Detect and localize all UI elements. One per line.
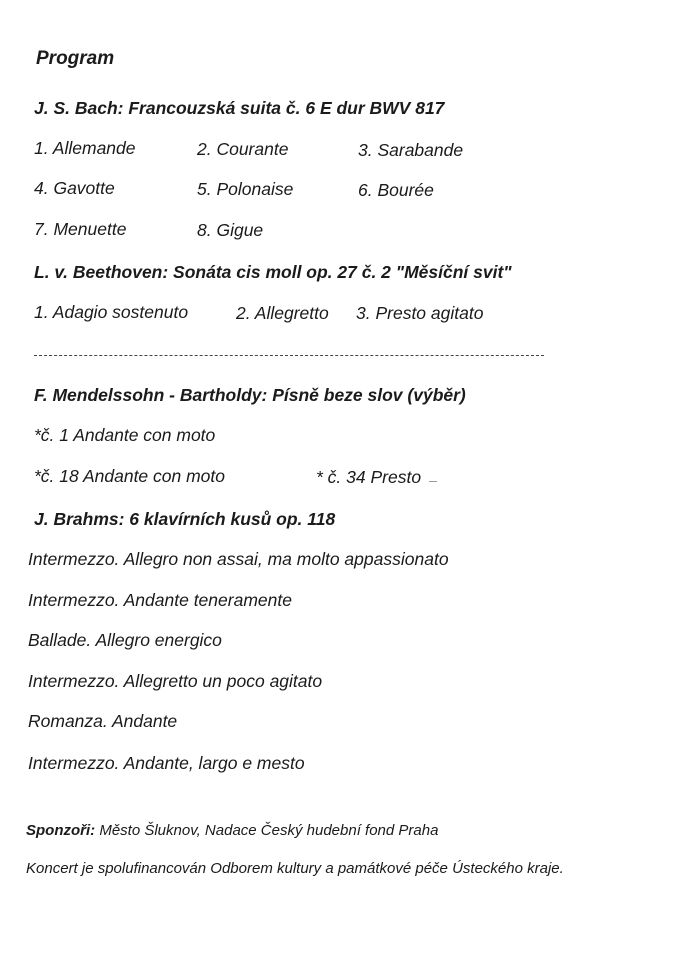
bach-movement: 3. Sarabande (358, 140, 464, 160)
beethoven-movement: 1. Adagio sostenuto (34, 302, 189, 322)
beethoven-title: L. v. Beethoven: Sonáta cis moll op. 27 č. 2 "Měsíční svit" (34, 262, 512, 282)
beethoven-movement: 3. Presto agitato (356, 303, 484, 323)
mendelssohn-title: F. Mendelssohn - Bartholdy: Písně beze slov (výběr) (34, 385, 466, 405)
mendelssohn-item: *č. 18 Andante con moto (34, 466, 226, 486)
bach-movement: 6. Bourée (358, 180, 434, 200)
stray-mark (429, 481, 437, 482)
brahms-item: Romanza. Andante (28, 711, 178, 731)
bach-movement: 5. Polonaise (197, 179, 294, 199)
sponsors-text: Město Šluknov, Nadace Český hudební fond Praha (95, 822, 439, 839)
brahms-title: J. Brahms: 6 klavírních kusů op. 118 (34, 509, 336, 529)
brahms-item: Intermezzo. Andante, largo e mesto (28, 753, 305, 773)
mendelssohn-item: *č. 1 Andante con moto (34, 425, 216, 445)
beethoven-movement: 2. Allegretto (236, 303, 329, 323)
bach-movement: 8. Gigue (197, 220, 264, 240)
brahms-item: Intermezzo. Andante teneramente (28, 590, 292, 610)
brahms-item: Intermezzo. Allegro non assai, ma molto appassionato (28, 549, 449, 569)
bach-movement: 4. Gavotte (34, 178, 115, 198)
bach-movement: 2. Courante (197, 139, 289, 159)
mendelssohn-item: * č. 34 Presto (316, 467, 422, 487)
bach-movement: 1. Allemande (34, 138, 136, 158)
bach-title: J. S. Bach: Francouzská suita č. 6 E dur BWV 817 (34, 98, 445, 118)
dashed-divider (34, 355, 544, 356)
program-heading: Program (36, 48, 115, 69)
financing-note: Koncert je spolufinancován Odborem kultury a památkové péče Ústeckého kraje. (26, 860, 564, 877)
sponsors-label: Sponzoři: (26, 822, 96, 839)
bach-movement: 7. Menuette (34, 219, 127, 239)
sponsors-line (26, 820, 438, 842)
brahms-item: Intermezzo. Allegretto un poco agitato (28, 671, 323, 691)
brahms-item: Ballade. Allegro energico (28, 630, 222, 650)
